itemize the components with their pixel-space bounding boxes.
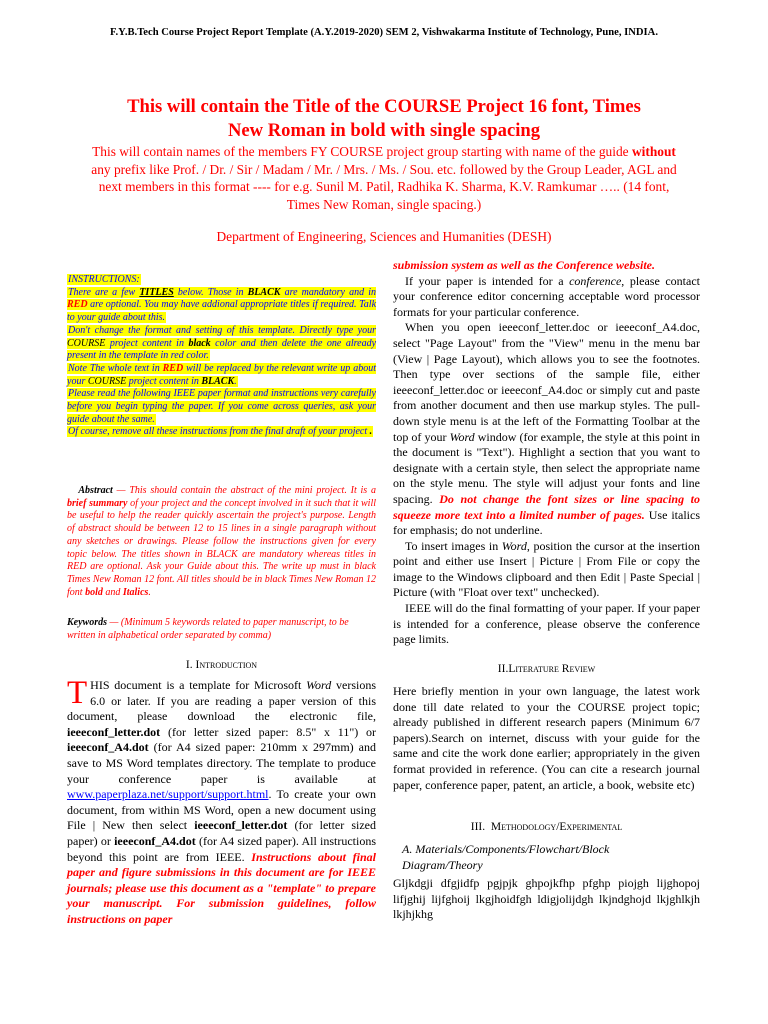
instruction-2: Don't change the format and setting of this template. Directly type your COURSE project content in black color and then delete the one already present in the template in red color. (67, 324, 377, 362)
methodology-body: Gljkdgji dfgjidfp pgjpjk ghpojkfhp pfghp piojgh lijghopoj lifjghij lijfghoij lkgjhoidfgh ldigjolijdgh lkjndghojd lkjghlkjh lkjhjkhg (393, 876, 700, 922)
template-link[interactable]: www.paperplaza.net/support/support.html (67, 787, 269, 802)
instruction-1: There are a few TITLES below. Those in BLACK are mandatory and in RED are optional. You may have addional appropriate titles if required. Talk to your guide about this. (67, 286, 377, 324)
title-line-2: New Roman in bold with single spacing (227, 120, 541, 141)
para-page-layout: When you open ieeeconf_letter.doc or ieeeconf_A4.doc, select "Page Layout" from the "View" menu in the menu bar (View | Page Layout), which allows you to see the footnotes. Then type over sections of the sample file, either ieeeconf_letter.doc or ieeeconf_A4.doc or simply cut and paste from another document and then use markup styles. The pull-down style menu is at the left of the Formatting Toolbar at the top of your Word window (for example, the style at this point in the document is "Text"). Highlight a section that you want to designate with a certain style, then select the appropriate name on the style menu. The style will adjust your fonts and line spacing. Do not change the font sizes or line spacing to squeeze more text into a limited number of pages. Use italics for emphasis; do not underline. (393, 320, 701, 538)
keywords-text: — (Minimum 5 keywords related to paper manuscript, to be written in alphabetical order separated by comma) (67, 617, 349, 641)
department: Department of Engineering, Sciences and Humanities (DESH) (216, 229, 552, 244)
submission-note: submission system as well as the Conference website. (393, 258, 656, 272)
authors-text-1: This will contain names of the members FY COURSE project group starting with name of the guide (92, 144, 629, 159)
instruction-5: Of course, remove all these instructions from the final draft of your project . (68, 426, 373, 438)
literature-body: Here briefly mention in your own language, the latest work done till date related to your the COURSE project topic; already published in different research papers (Minimum 6/7 papers).Search on internet, discuss with your guide for the same and cite the work done earlier; appropriately in the given format provided in reference. (You can cite a research journal paper, conference paper, patent, an article, a book, website etc) (393, 684, 700, 792)
paper-title (60, 95, 708, 143)
methodology-heading: III. Methodology/Experimental (470, 821, 623, 833)
instruction-3: Note The whole text in RED will be replaced by the relevant write up about your COURSE project content in BLACK. (67, 362, 377, 387)
right-column-top (393, 258, 700, 648)
intro-body: THIS document is a template for Microsoft Word versions 6.0 or later. If you are reading a paper version of this document, please download the electronic file, ieeeconf_letter.dot (for letter sized paper: 8.5" x 11") or ieeeconf_A4.dot (for A4 sized paper: 210mm x 297mm) and save to MS Word templates directory. The template to produce your conference paper is available at www.paperplaza.net/support/support.html. To create your own document, from within MS Word, open a new document using File | New then select ieeeconf_letter.dot (for letter sized paper) or ieeeconf_A4.dot (for A4 sized paper). All instructions beyond this point are from IEEE. Instructions about final paper and figure submissions in this document are for IEEE journals; please use this document as a "template" to prepare your manuscript. For submission guidelines, follow instructions on paper (67, 675, 377, 926)
report-header: F.Y.B.Tech Course Project Report Template (A.Y.2019-2020) SEM 2, Vishwakarma Institute of Technology, Pune, INDIA. (110, 27, 658, 38)
abstract-block: Abstract — This should contain the abstract of the mini project. It is a brief summary of your project and the concept involved in it such that it will be useful to help the reader quickly ascertain the project's purpose. Length of abstract should be between 12 to 15 lines in a single paragraph without any sketches or drawings. Please follow the instructions given for every topic below. The titles shown in BLACK are mandatory whereas titles in RED are optional. Ask your Guide about this. The write up must in black Times New Roman 12 font. All titles should be in black Times New Roman 12 font bold and Italics. (67, 485, 376, 598)
para-insert-images: To insert images in Word, position the cursor at the insertion point and either use Insert | Picture | From File or copy the image to the Windows clipboard and then Edit | Paste Special | Picture (with "Float over text" unchecked). (393, 538, 700, 600)
authors-block (90, 143, 678, 213)
authors-bold-word: without (631, 144, 676, 159)
keywords-block (67, 617, 376, 642)
keywords-label: Keywords (67, 617, 107, 628)
instruction-4: Please read the following IEEE paper format and instructions very carefully before you begin typing the paper. If you come across queries, ask your guide about the same. (67, 388, 376, 425)
abstract-label: Abstract (78, 485, 113, 496)
authors-text-2: any prefix like Prof. / Dr. / Sir / Madam / Mr. / Mrs. / Ms. / Sou. etc. followed by the Group Leader, AGL and next members in this format ---- for e.g. Sunil M. Patil, Radhika K. Sharma, K.V. Ramkumar ….. (14 font, Times New Roman, single spacing.) (91, 161, 677, 212)
instructions-block (67, 274, 376, 439)
intro-heading: I. Introduction (185, 659, 258, 671)
dropcap: T (67, 675, 88, 711)
para-conference: If your paper is intended for a conference, please contact your conference editor concerning acceptable word processor formats for your particular conference. (393, 273, 700, 319)
title-line-1: This will contain the Title of the COURSE Project 16 font, Times (127, 96, 641, 117)
literature-heading: II.Literature Review (497, 663, 596, 675)
subsection-a-heading: A. Materials/Components/Flowchart/Block Diagram/Theory (402, 842, 610, 872)
para-ieee-formatting: IEEE will do the final formatting of your paper. If your paper is intended for a conference, please observe the conference page limits. (393, 601, 700, 647)
instructions-heading: INSTRUCTIONS: (68, 274, 140, 285)
